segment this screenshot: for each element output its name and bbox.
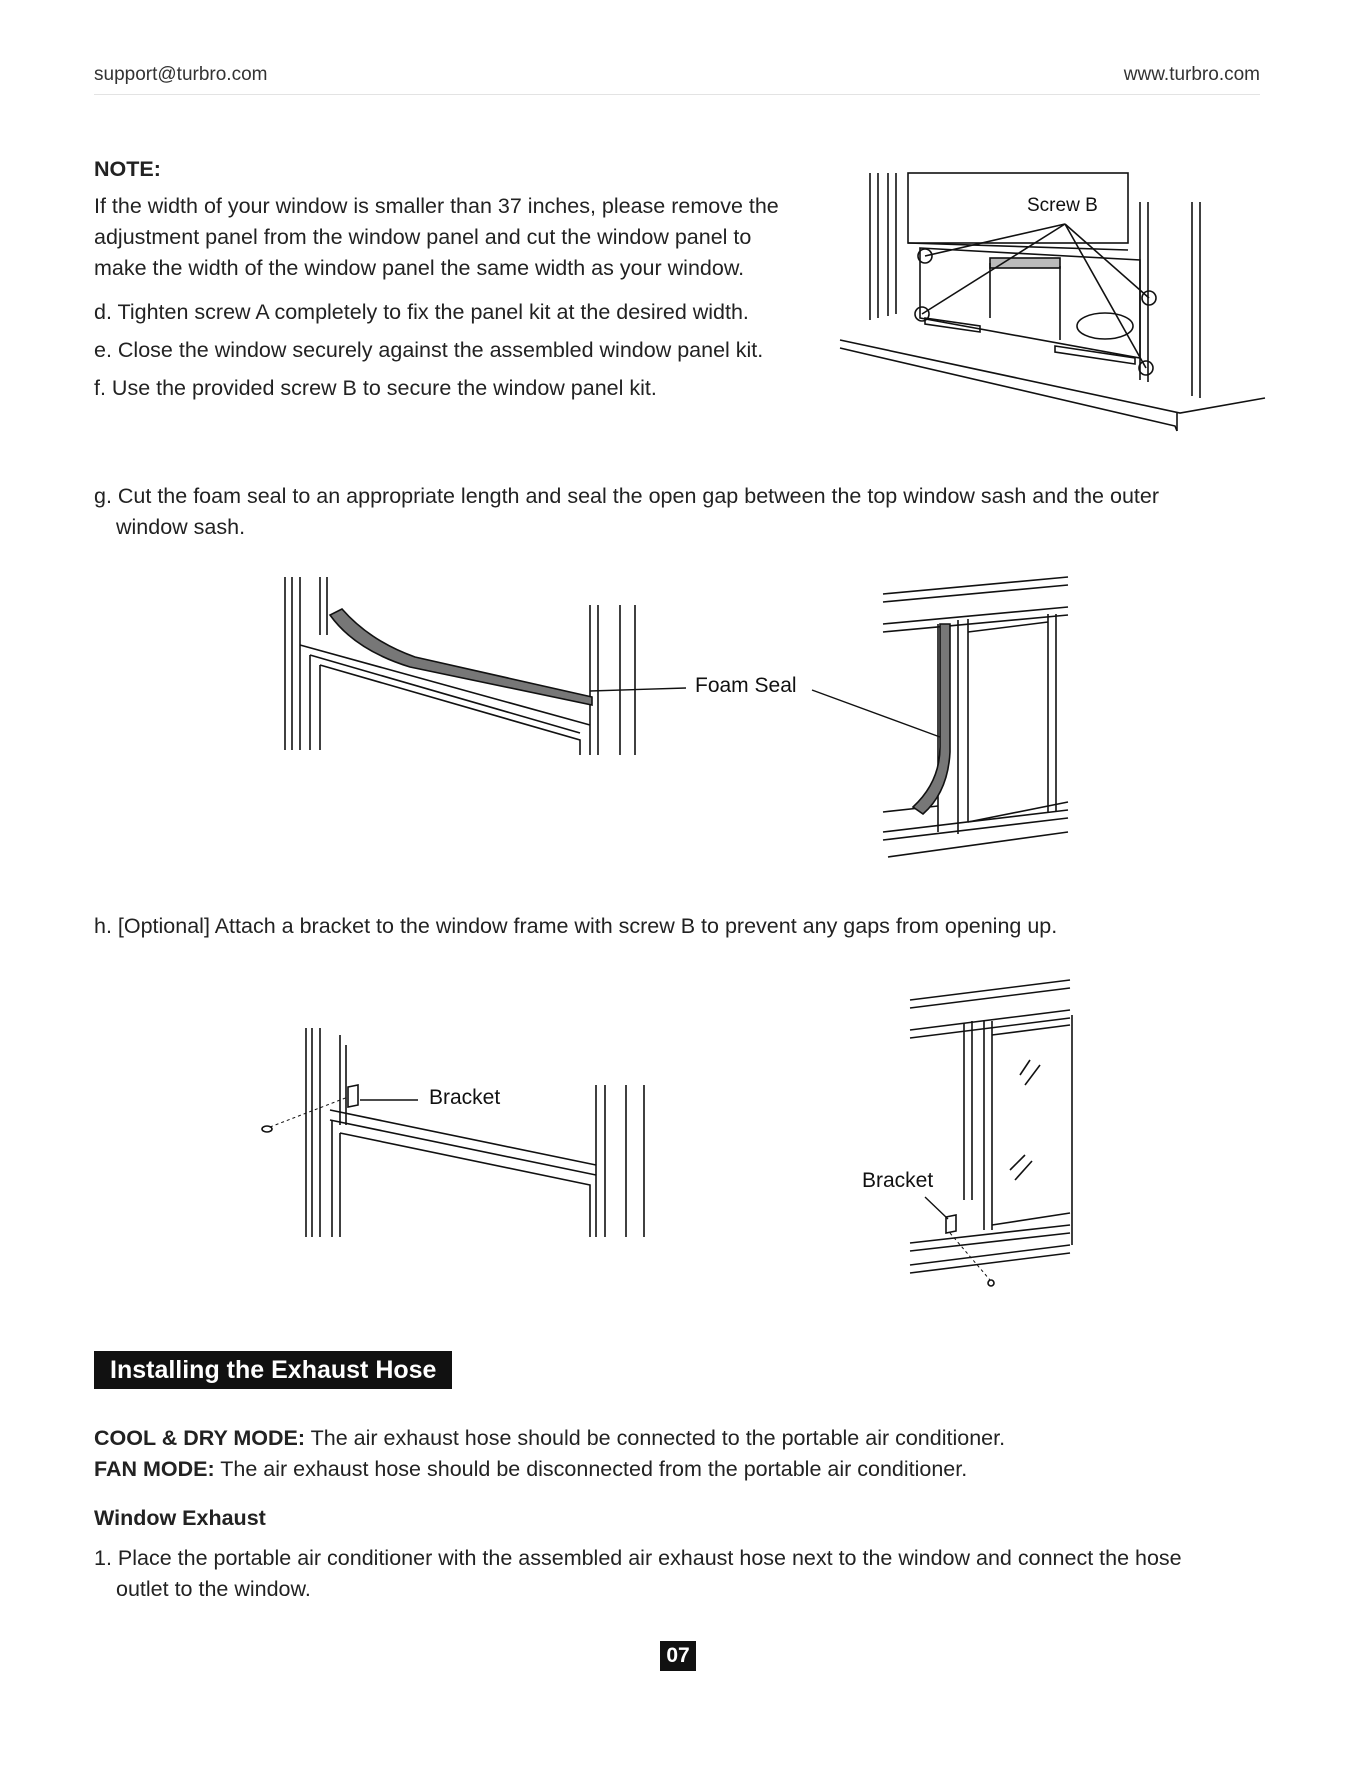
screw-b-label: Screw B [1027, 195, 1098, 216]
step-d: d. Tighten screw A completely to fix the panel kit at the desired width. [94, 300, 749, 324]
step-h: h. [Optional] Attach a bracket to the window frame with screw B to prevent any gaps from opening up. [94, 914, 1058, 938]
mode-cool-dry-text: The air exhaust hose should be connected to the portable air conditioner. [305, 1426, 1006, 1450]
bracket-window-frame-illustration [260, 1025, 650, 1240]
mode-fan [94, 1454, 967, 1485]
mode-fan-label: FAN MODE: [94, 1457, 215, 1481]
step-g-line-1: g. Cut the foam seal to an appropriate length and seal the open gap between the top window sash and the outer [94, 484, 1159, 508]
step-g-line-2: window sash. [116, 515, 246, 539]
header-website: www.turbro.com [1123, 64, 1260, 85]
window-exhaust-step-1-line-1: 1. Place the portable air conditioner with the assembled air exhaust hose next to the window and connect the hose [94, 1546, 1182, 1570]
bracket-sash-illustration [900, 975, 1075, 1295]
header-divider [94, 94, 1260, 95]
bracket-left-label: Bracket [429, 1086, 501, 1109]
mode-cool-dry [94, 1423, 1005, 1454]
foam-seal-window-illustration [280, 575, 640, 760]
foam-seal-label: Foam Seal [695, 674, 797, 697]
page-number: 07 [660, 1641, 696, 1671]
section-title-installing-exhaust-hose: Installing the Exhaust Hose [94, 1351, 452, 1389]
bracket-right-label: Bracket [862, 1169, 934, 1192]
mode-cool-dry-label: COOL & DRY MODE: [94, 1426, 306, 1450]
note-line-3: make the width of the window panel the same width as your window. [94, 256, 745, 280]
mode-fan-text: The air exhaust hose should be disconnected from the portable air conditioner. [214, 1457, 968, 1481]
window-exhaust-title: Window Exhaust [94, 1506, 266, 1530]
bracket-left-leader [360, 1096, 420, 1106]
step-f: f. Use the provided screw B to secure the window panel kit. [94, 376, 657, 400]
header-email: support@turbro.com [94, 64, 268, 85]
window-exhaust-step-1-line-2: outlet to the window. [116, 1577, 311, 1601]
note-title: NOTE: [94, 157, 161, 181]
note-line-1: If the width of your window is smaller than 37 inches, please remove the [94, 194, 779, 218]
step-e: e. Close the window securely against the assembled window panel kit. [94, 338, 764, 362]
note-line-2: adjustment panel from the window panel and cut the window panel to [94, 225, 752, 249]
